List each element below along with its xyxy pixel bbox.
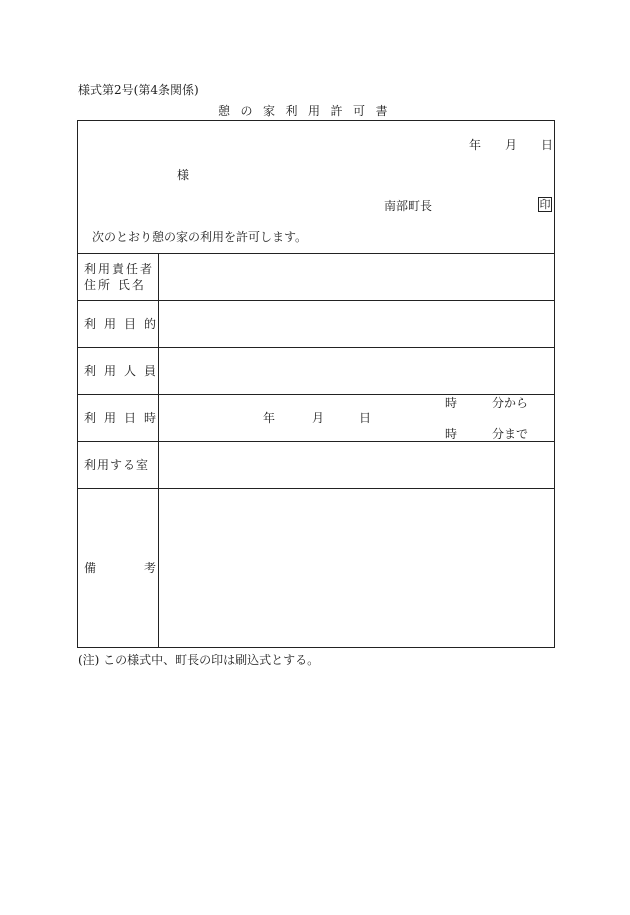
column-divider — [158, 253, 159, 648]
start-minute-label: 分から — [492, 396, 529, 410]
start-hour-label: 時 — [445, 396, 458, 410]
row-divider — [78, 253, 554, 254]
row-divider — [78, 394, 554, 395]
row-divider — [78, 347, 554, 348]
use-year-label: 年 — [263, 411, 276, 425]
label-purpose: 利用目的 — [84, 317, 165, 331]
row-divider — [78, 300, 554, 301]
seal-mark: 印 — [539, 198, 551, 211]
use-day-label: 日 — [359, 411, 372, 425]
row-divider — [78, 441, 554, 442]
form-title: 憩の家利用許可書 — [218, 104, 399, 118]
footnote: (注) この様式中、町長の印は刷込式とする。 — [78, 653, 320, 667]
issue-month-label: 月 — [505, 138, 518, 152]
label-remarks: 備 — [84, 561, 97, 575]
label-headcount: 利用人員 — [84, 364, 165, 378]
label-remarks: 考 — [144, 561, 157, 575]
issue-day-label: 日 — [541, 138, 554, 152]
issuer-name: 南部町長 — [384, 199, 433, 213]
end-minute-label: 分まで — [492, 427, 529, 441]
recipient-suffix: 様 — [177, 168, 190, 182]
issue-year-label: 年 — [469, 138, 482, 152]
label-responsible-person: 利用責任者 — [84, 262, 155, 276]
end-hour-label: 時 — [445, 427, 458, 441]
label-room: 利用する室 — [84, 458, 150, 472]
permission-statement: 次のとおり憩の家の利用を許可します。 — [92, 230, 308, 244]
row-divider — [78, 488, 554, 489]
permit-form — [77, 120, 555, 648]
label-datetime: 利用日時 — [84, 411, 165, 425]
use-month-label: 月 — [312, 411, 325, 425]
label-address-name: 住所 氏名 — [84, 278, 146, 292]
form-number: 様式第2号(第4条関係) — [78, 83, 199, 97]
